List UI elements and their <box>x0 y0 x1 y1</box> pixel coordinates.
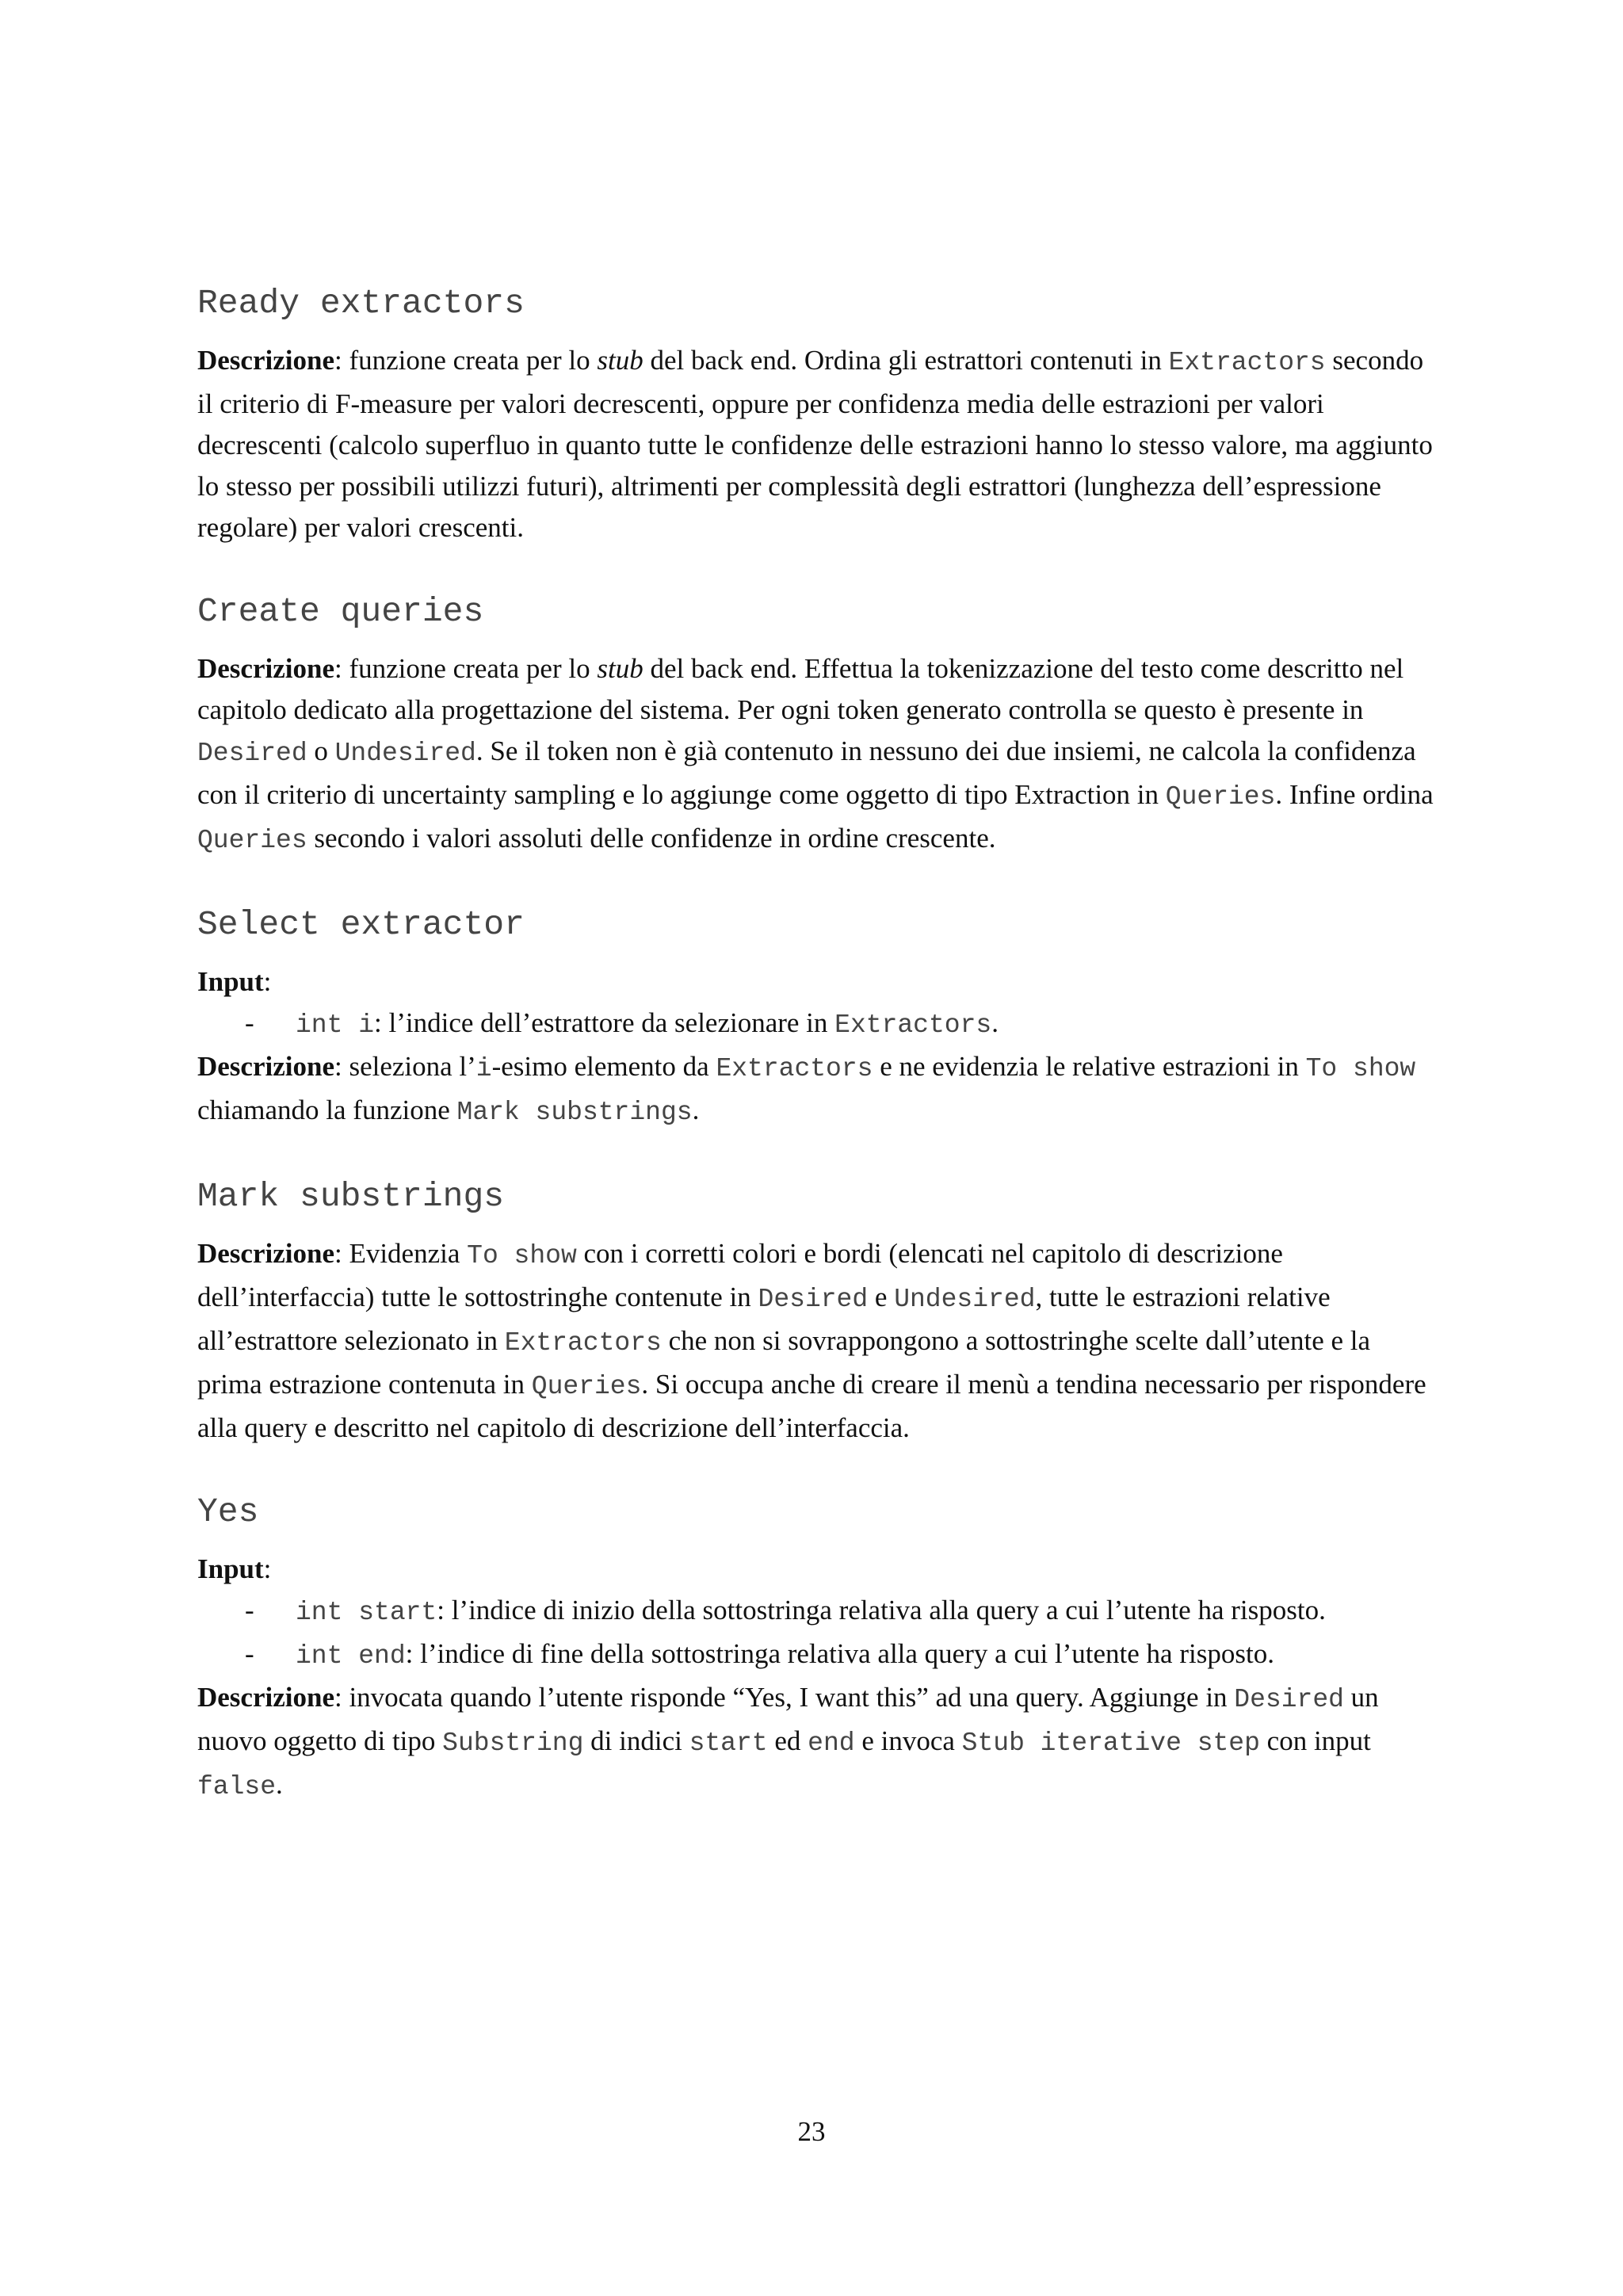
code-identifier: i <box>475 1054 492 1083</box>
text-run: del back end. Effettua la tokenizzazione del testo come descritto nel capitolo dedicato alla progettazione del sistema. Per ogni token generato controlla se questo è presente in <box>197 653 1404 725</box>
text-run: o <box>307 735 335 766</box>
code-identifier: Extractors <box>1168 348 1326 377</box>
code-identifier: Undesired <box>334 739 476 768</box>
text-run: . Se il token non è già contenuto in nessuno dei due insiemi, ne calcola la confidenza con il criterio di uncertainty sampling e lo aggiunge come oggetto di tipo Extraction in <box>197 735 1416 810</box>
section-heading: Yes <box>197 1492 259 1531</box>
page-number: 23 <box>797 2116 826 2147</box>
document-page <box>197 281 1434 1808</box>
text-run: chiamando la funzione <box>197 1095 457 1125</box>
input-label-line <box>197 961 1434 1003</box>
text-run: : funzione creata per lo <box>334 345 598 376</box>
text-run: -esimo elemento da <box>491 1051 716 1082</box>
text-run: , tutte le estrazioni relative all’estrattore selezionato in <box>197 1282 1331 1356</box>
code-identifier: Stub iterative step <box>961 1729 1260 1758</box>
parameter-list <box>197 1590 1434 1677</box>
text-run: del back end. Ordina gli estrattori contenuti in <box>643 345 1169 376</box>
text-run: con input <box>1259 1725 1371 1756</box>
parameter-code: int end <box>296 1641 406 1671</box>
text-run: e invoca <box>854 1725 962 1756</box>
code-identifier: Extractors <box>716 1054 873 1083</box>
code-identifier: Extractors <box>504 1328 662 1358</box>
section-heading: Select extractor <box>197 905 525 944</box>
text-run: : l’indice dell’estrattore da selezionare in <box>374 1007 835 1038</box>
list-item <box>245 1003 1434 1046</box>
section-ready-extractors <box>197 281 1434 548</box>
description-paragraph <box>197 648 1434 861</box>
code-identifier: Queries <box>531 1372 642 1401</box>
code-identifier: start <box>689 1729 768 1758</box>
section-heading: Ready extractors <box>197 284 525 323</box>
code-identifier: To show <box>467 1241 577 1270</box>
description-label: Descrizione <box>197 1238 334 1269</box>
code-identifier: Substring <box>442 1729 584 1758</box>
section-heading: Mark substrings <box>197 1177 505 1216</box>
section-yes <box>197 1490 1434 1808</box>
code-identifier: Desired <box>758 1285 869 1314</box>
text-run: : invocata quando l’utente risponde “Yes, I want this” ad una query. Aggiunge in <box>334 1682 1235 1713</box>
text-run: secondo i valori assoluti delle confidenze in ordine crescente. <box>307 823 996 854</box>
description-label: Descrizione <box>197 653 334 684</box>
code-identifier: To show <box>1305 1054 1416 1083</box>
text-run: e ne evidenzia le relative estrazioni in <box>873 1051 1306 1082</box>
text-run: che non si sovrappongono a sottostringhe scelte dall’utente e la prima estrazione contenuta in <box>197 1325 1371 1400</box>
text-run: : l’indice di inizio della sottostringa relativa alla query a cui l’utente ha risposto. <box>437 1595 1326 1626</box>
description-paragraph <box>197 340 1434 548</box>
text-run: e <box>868 1282 895 1312</box>
code-identifier: false <box>197 1772 277 1801</box>
text-run: secondo il criterio di F-measure per valori decrescenti, oppure per confidenza media delle estrazioni per valori decrescenti (calcolo superfluo in quanto tutte le confidenze delle estrazioni hanno lo stesso valore, ma aggiunto lo stesso per possibili utilizzi futuri), altrimenti per complessità degli estrattori (lunghezza dell’espressione regolare) per valori crescenti. <box>197 345 1433 543</box>
code-identifier: Desired <box>197 739 307 768</box>
section-select-extractor <box>197 903 1434 1133</box>
description-paragraph <box>197 1046 1434 1133</box>
text-run: di indici <box>583 1725 689 1756</box>
text-run: con i corretti colori e bordi (elencati nel capitolo di descrizione dell’interfaccia) tutte le sottostringhe contenute in <box>197 1238 1283 1312</box>
list-item <box>245 1633 1434 1677</box>
section-mark-substrings <box>197 1175 1434 1449</box>
text-run: . <box>991 1007 999 1038</box>
code-identifier: Desired <box>1234 1685 1344 1714</box>
text-run: : seleziona l’ <box>334 1051 476 1082</box>
parameter-code: int i <box>296 1010 375 1040</box>
input-label: Input <box>197 966 264 997</box>
text-run: . Infine ordina <box>1275 779 1434 810</box>
parameter-code: int start <box>296 1598 437 1627</box>
input-label-line <box>197 1549 1434 1590</box>
emphasis-text: stub <box>597 345 643 376</box>
text-run: . <box>276 1769 283 1800</box>
text-run: : <box>263 1553 272 1584</box>
description-paragraph <box>197 1677 1434 1808</box>
code-identifier: Undesired <box>894 1285 1036 1314</box>
description-label: Descrizione <box>197 1682 334 1713</box>
emphasis-text: stub <box>597 653 643 684</box>
section-heading: Create queries <box>197 592 484 631</box>
text-run: . Si occupa anche di creare il menù a tendina necessario per rispondere alla query e descritto nel capitolo di descrizione dell’interfaccia. <box>197 1369 1426 1443</box>
text-run: : Evidenzia <box>334 1238 468 1269</box>
description-paragraph <box>197 1233 1434 1449</box>
code-identifier: Queries <box>1165 782 1276 812</box>
text-run: : <box>263 966 272 997</box>
text-run: . <box>692 1095 700 1125</box>
text-run: : funzione creata per lo <box>334 653 598 684</box>
text-run: : l’indice di fine della sottostringa relativa alla query a cui l’utente ha risposto. <box>405 1638 1274 1669</box>
code-identifier: Queries <box>197 826 307 855</box>
code-identifier: Mark substrings <box>456 1098 693 1127</box>
description-label: Descrizione <box>197 345 334 376</box>
list-item <box>245 1590 1434 1633</box>
text-run: ed <box>767 1725 808 1756</box>
parameter-list <box>197 1003 1434 1046</box>
text-run: un nuovo oggetto di tipo <box>197 1682 1379 1756</box>
code-identifier: Extractors <box>834 1010 992 1040</box>
description-label: Descrizione <box>197 1051 334 1082</box>
section-create-queries <box>197 590 1434 861</box>
input-label: Input <box>197 1553 264 1584</box>
code-identifier: end <box>808 1729 855 1758</box>
